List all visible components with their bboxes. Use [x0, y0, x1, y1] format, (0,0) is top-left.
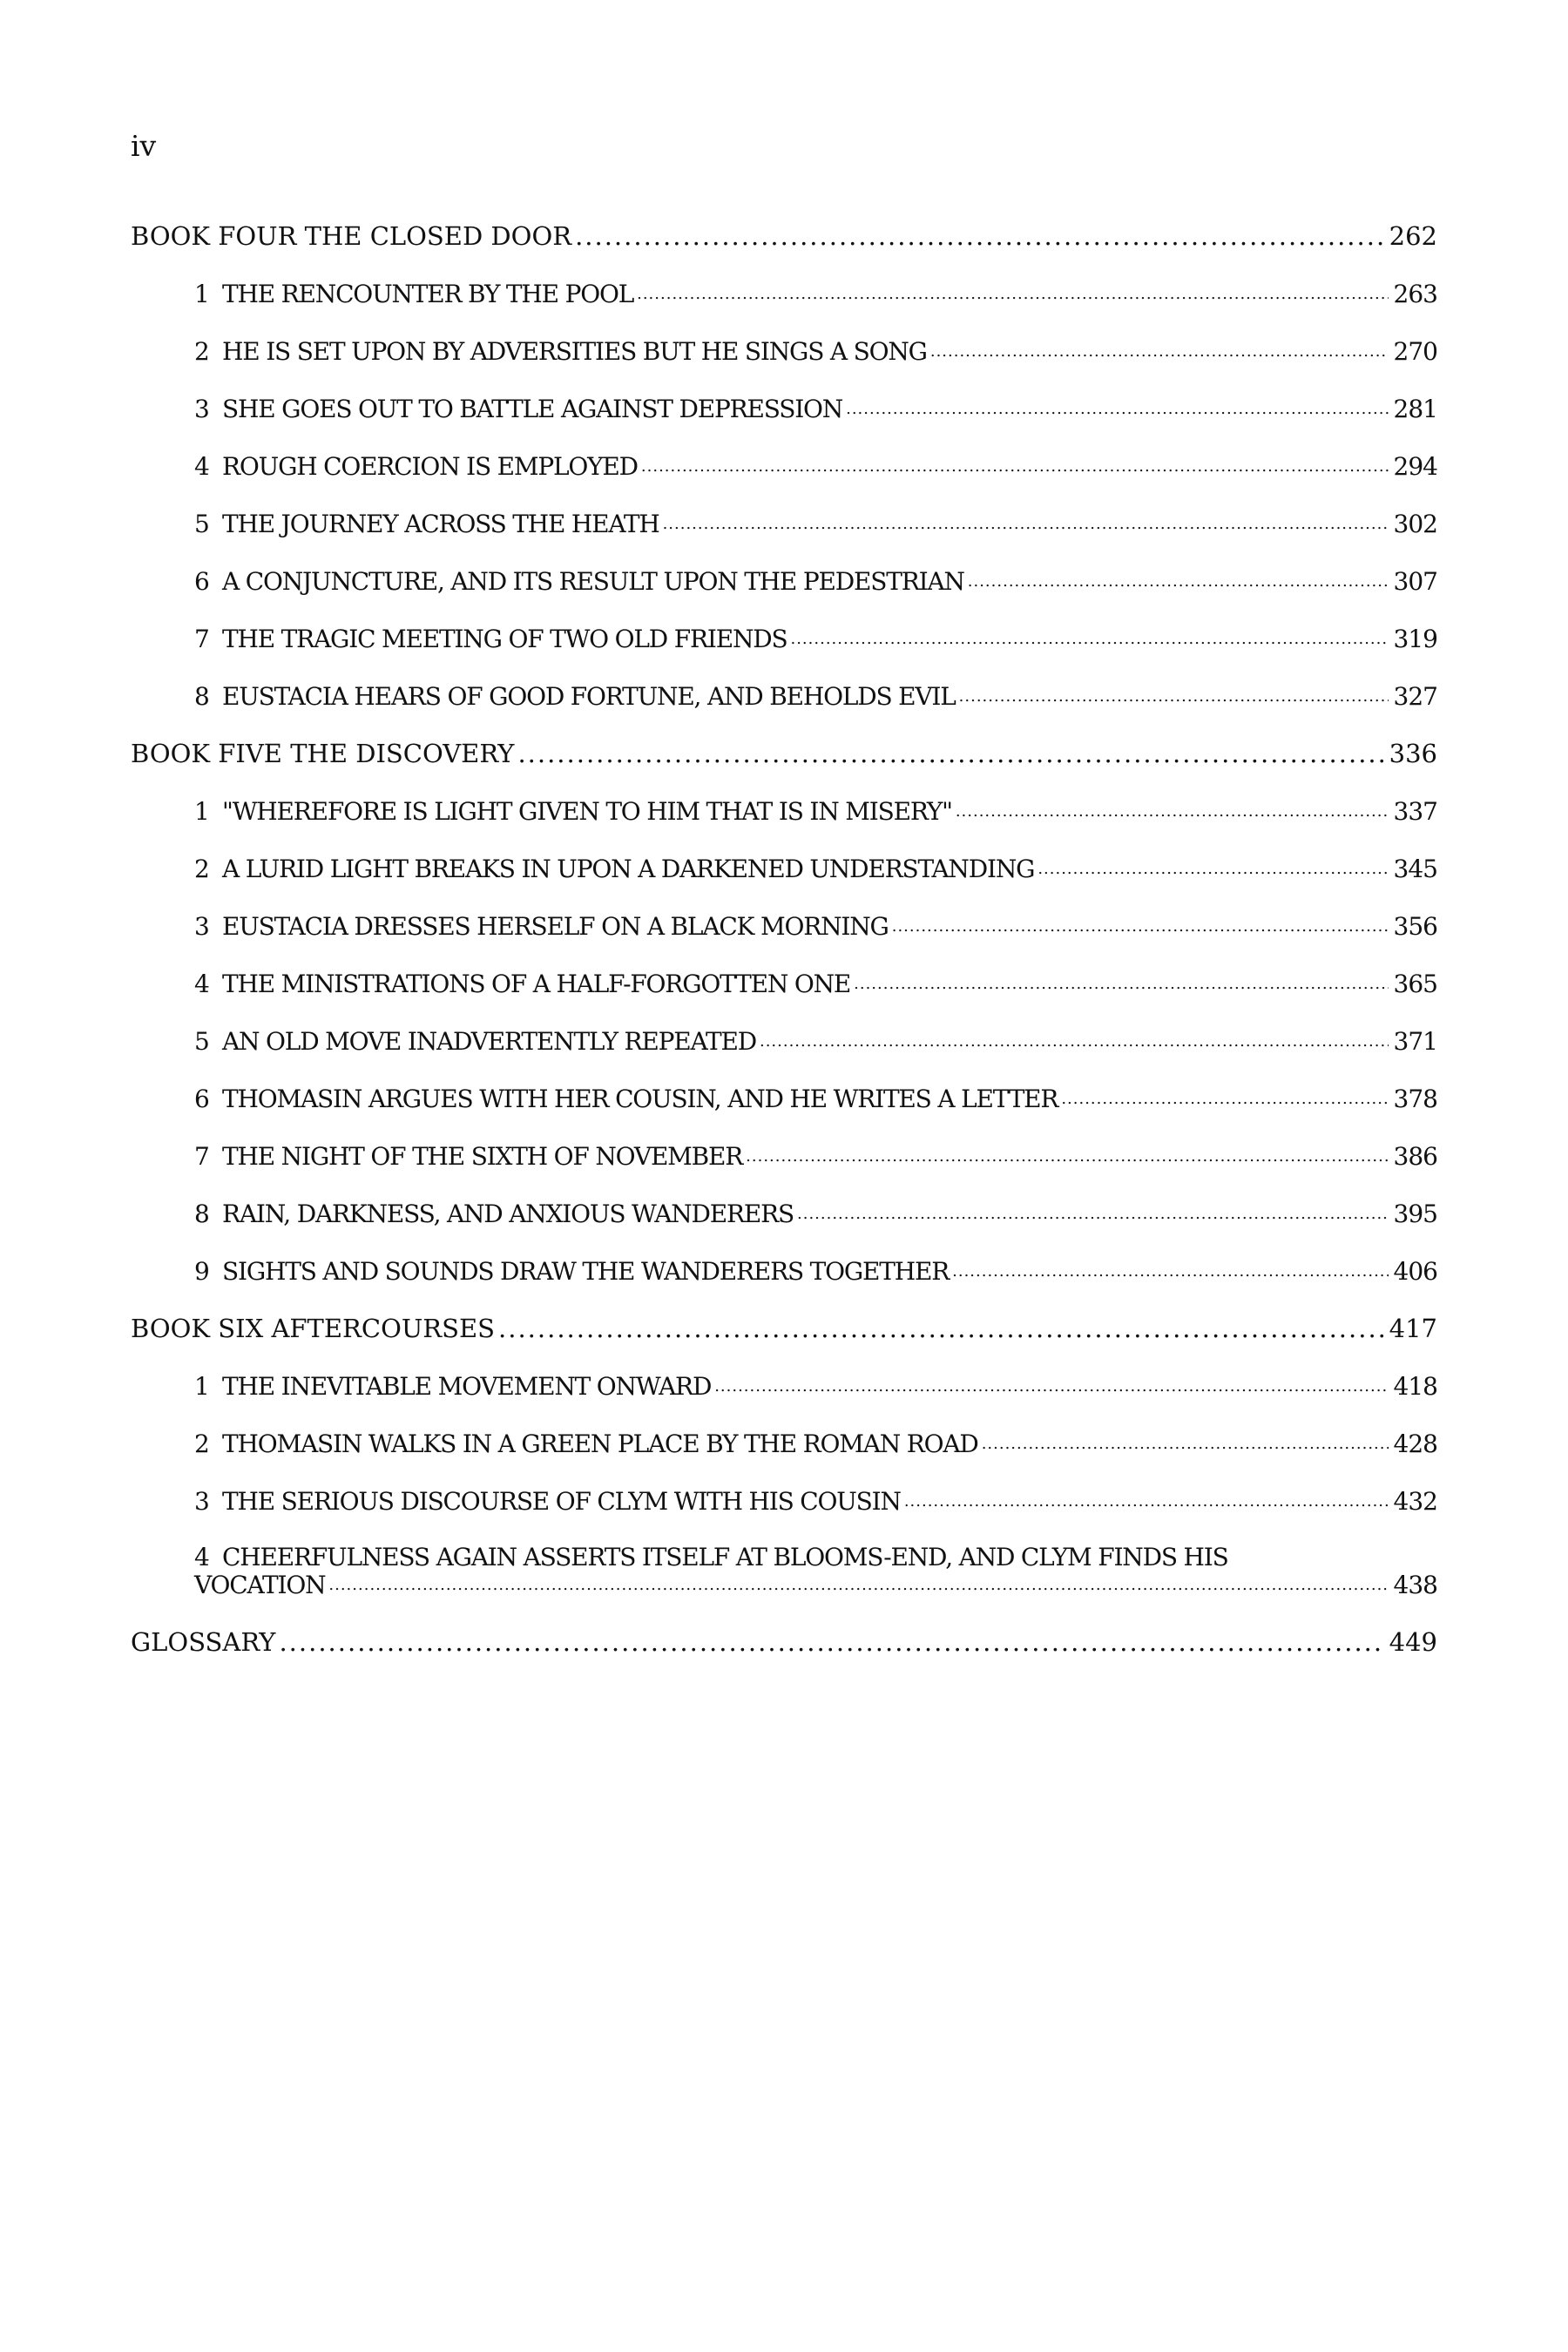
- toc-book-five[interactable]: [131, 711, 1437, 768]
- entry-title: 4 ROUGH COERCION IS EMPLOYED: [194, 452, 638, 481]
- toc-entry[interactable]: [131, 653, 1437, 711]
- toc-entry[interactable]: [131, 826, 1437, 883]
- table-of-contents: [131, 193, 1437, 1657]
- entry-page: 302: [1393, 510, 1437, 538]
- entry-title: 9 SIGHTS AND SOUNDS DRAW THE WANDERERS TOGETHER: [194, 1257, 950, 1286]
- dot-leader: [498, 1314, 1384, 1343]
- dot-leader: [846, 395, 1388, 423]
- toc-entry[interactable]: [131, 941, 1437, 998]
- toc-entry[interactable]: [131, 1343, 1437, 1401]
- dot-leader: [952, 1258, 1388, 1286]
- dot-leader: [968, 568, 1389, 596]
- dot-leader: [904, 1488, 1389, 1516]
- entry-page: 356: [1393, 912, 1437, 941]
- toc-entry[interactable]: [131, 538, 1437, 596]
- entry-title: 2 A LURID LIGHT BREAKS IN UPON A DARKENED UNDERSTANDING: [194, 855, 1035, 883]
- entry-title: 6 A CONJUNCTURE, AND ITS RESULT UPON THE PEDESTRIAN: [194, 567, 964, 596]
- entry-page: 270: [1393, 337, 1437, 366]
- dot-leader: [760, 1028, 1389, 1056]
- entry-page: 406: [1393, 1257, 1437, 1286]
- entry-page: 307: [1393, 567, 1437, 596]
- dot-leader: [1061, 1085, 1388, 1113]
- entry-title: 3 SHE GOES OUT TO BATTLE AGAINST DEPRESSION: [194, 395, 843, 423]
- glossary-title: GLOSSARY: [131, 1627, 276, 1657]
- entry-title: 5 THE JOURNEY ACROSS THE HEATH: [194, 510, 659, 538]
- dot-leader: [714, 1373, 1388, 1401]
- glossary-page: 449: [1389, 1627, 1437, 1657]
- dot-leader: [930, 338, 1389, 366]
- book-page: 336: [1389, 739, 1437, 768]
- entry-page: 294: [1393, 452, 1437, 481]
- dot-leader: [746, 1143, 1388, 1171]
- toc-entry[interactable]: [131, 366, 1437, 423]
- dot-leader: [637, 280, 1388, 308]
- entry-title: 8 EUSTACIA HEARS OF GOOD FORTUNE, AND BEHOLDS EVIL: [194, 682, 956, 711]
- entry-page: 386: [1393, 1142, 1437, 1171]
- toc-entry[interactable]: [131, 1228, 1437, 1286]
- entry-page: 432: [1393, 1487, 1437, 1516]
- entry-page: 365: [1393, 970, 1437, 998]
- entry-page: 378: [1393, 1085, 1437, 1113]
- toc-entry[interactable]: [131, 1113, 1437, 1171]
- toc-entry[interactable]: [131, 1171, 1437, 1228]
- entry-title: 7 THE TRAGIC MEETING OF TWO OLD FRIENDS: [194, 625, 787, 653]
- book-title: BOOK FIVE THE DISCOVERY: [131, 739, 515, 768]
- toc-entry[interactable]: [131, 423, 1437, 481]
- entry-page: 345: [1393, 855, 1437, 883]
- toc-book-four[interactable]: [131, 193, 1437, 251]
- entry-page: 438: [1393, 1571, 1437, 1599]
- entry-title: 1 "WHEREFORE IS LIGHT GIVEN TO HIM THAT IS IN MISERY": [194, 797, 952, 826]
- entry-title: 1 THE RENCOUNTER BY THE POOL: [194, 280, 634, 308]
- dot-leader: [279, 1627, 1383, 1657]
- entry-title: 4 THE MINISTRATIONS OF A HALF-FORGOTTEN ONE: [194, 970, 851, 998]
- toc-entry[interactable]: [131, 998, 1437, 1056]
- dot-leader: [959, 683, 1389, 711]
- toc-book-six[interactable]: [131, 1286, 1437, 1343]
- dot-leader: [328, 1571, 1388, 1599]
- entry-title: 3 EUSTACIA DRESSES HERSELF ON A BLACK MORNING: [194, 912, 889, 941]
- toc-entry[interactable]: [131, 883, 1437, 941]
- dot-leader: [956, 798, 1389, 826]
- entry-page: 428: [1393, 1429, 1437, 1458]
- dot-leader: [1037, 855, 1388, 883]
- entry-page: 319: [1393, 625, 1437, 653]
- entry-page: 395: [1393, 1200, 1437, 1228]
- page-number: iv: [131, 129, 157, 163]
- entry-title: 5 AN OLD MOVE INADVERTENTLY REPEATED: [194, 1027, 756, 1056]
- entry-page: 337: [1393, 797, 1437, 826]
- entry-page: 371: [1393, 1027, 1437, 1056]
- toc-entry[interactable]: [131, 596, 1437, 653]
- entry-title: 2 HE IS SET UPON BY ADVERSITIES BUT HE SINGS A SONG: [194, 337, 927, 366]
- entry-page: 327: [1393, 682, 1437, 711]
- entry-page: 263: [1393, 280, 1437, 308]
- toc-entry[interactable]: [131, 768, 1437, 826]
- dot-leader: [517, 739, 1383, 768]
- entry-title-line2: [194, 1571, 1437, 1599]
- dot-leader: [854, 970, 1388, 998]
- toc-entry[interactable]: [131, 1516, 1437, 1599]
- book-title: BOOK FOUR THE CLOSED DOOR: [131, 221, 572, 251]
- dot-leader: [575, 221, 1384, 251]
- dot-leader: [663, 510, 1389, 538]
- entry-page: 281: [1393, 395, 1437, 423]
- dot-leader: [982, 1430, 1389, 1458]
- toc-entry[interactable]: [131, 1056, 1437, 1113]
- entry-title: 7 THE NIGHT OF THE SIXTH OF NOVEMBER: [194, 1142, 743, 1171]
- entry-title: 8 RAIN, DARKNESS, AND ANXIOUS WANDERERS: [194, 1200, 794, 1228]
- entry-title-line1: 4 CHEERFULNESS AGAIN ASSERTS ITSELF AT BLOOMS-END, AND CLYM FINDS HIS: [194, 1543, 1228, 1571]
- book-page: 417: [1389, 1314, 1437, 1343]
- entry-title: 2 THOMASIN WALKS IN A GREEN PLACE BY THE ROMAN ROAD: [194, 1429, 978, 1458]
- dot-leader: [797, 1200, 1389, 1228]
- book-page: 262: [1389, 221, 1437, 251]
- dot-leader: [790, 625, 1388, 653]
- toc-entry[interactable]: [131, 481, 1437, 538]
- book-title: BOOK SIX AFTERCOURSES: [131, 1314, 496, 1343]
- toc-entry[interactable]: [131, 1458, 1437, 1516]
- dot-leader: [892, 913, 1389, 941]
- toc-entry[interactable]: [131, 1401, 1437, 1458]
- entry-title: 6 THOMASIN ARGUES WITH HER COUSIN, AND HE WRITES A LETTER: [194, 1085, 1058, 1113]
- entry-page: 418: [1393, 1372, 1437, 1401]
- toc-glossary[interactable]: [131, 1599, 1437, 1657]
- entry-title: 1 THE INEVITABLE MOVEMENT ONWARD: [194, 1372, 712, 1401]
- toc-entry[interactable]: [131, 308, 1437, 366]
- toc-page: [131, 0, 1437, 2352]
- entry-title: 3 THE SERIOUS DISCOURSE OF CLYM WITH HIS COUSIN: [194, 1487, 901, 1516]
- toc-entry[interactable]: [131, 251, 1437, 308]
- dot-leader: [641, 453, 1389, 481]
- entry-title-continued: VOCATION: [194, 1571, 326, 1599]
